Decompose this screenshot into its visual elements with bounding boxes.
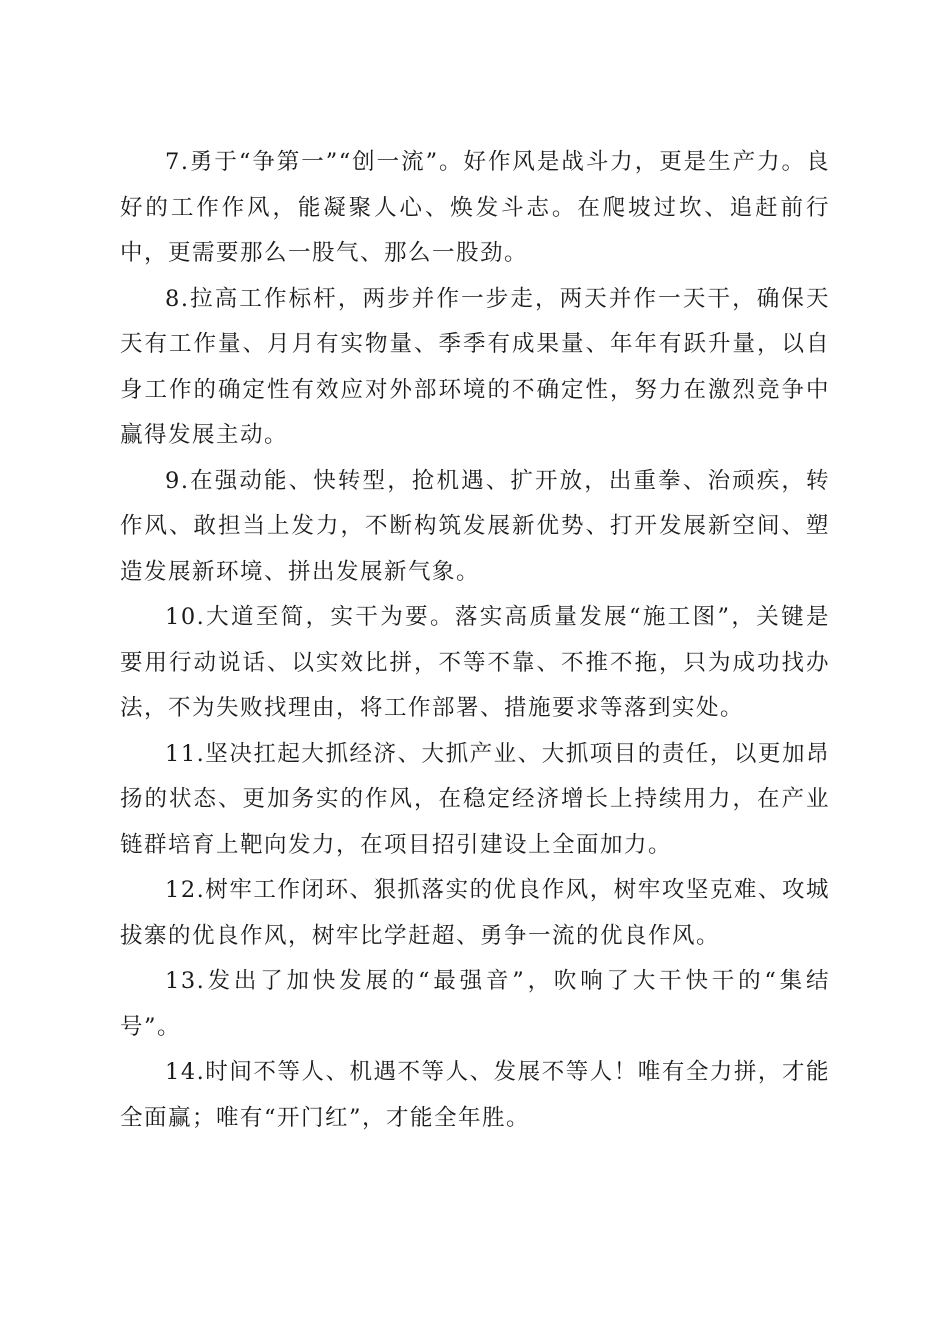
paragraph-7: 7.勇于“争第一”“创一流”。好作风是战斗力，更是生产力。良好的工作作风，能凝聚人心、焕发斗志。在爬坡过坎、追赶前行中，更需要那么一股气、那么一股劲。 — [120, 149, 830, 266]
paragraph-11: 11.坚决扛起大抓经济、大抓产业、大抓项目的责任，以更加昂扬的状态、更加务实的作风，在稳定经济增长上持续用力，在产业链群培育上靶向发力，在项目招引建设上全面加力。 — [120, 740, 830, 858]
paragraph-8: 8.拉高工作标杆，两步并作一步走，两天并作一天干，确保天天有工作量、月月有实物量、季季有成果量、年年有跃升量，以自身工作的确定性有效应对外部环境的不确定性，努力在激烈竞争中赢得发展主动。 — [120, 285, 830, 448]
paragraph-13: 13.发出了加快发展的“最强音”，吹响了大干快干的“集结号”。 — [120, 968, 830, 1040]
paragraph-9: 9.在强动能、快转型，抢机遇、扩开放，出重拳、治顽疾，转作风、敢担当上发力，不断构筑发展新优势、打开发展新空间、塑造发展新环境、拼出发展新气象。 — [120, 467, 830, 585]
paragraph-14: 14.时间不等人、机遇不等人、发展不等人！唯有全力拼，才能全面赢；唯有“开门红”，才能全年胜。 — [120, 1059, 830, 1131]
paragraph-10: 10.大道至简，实干为要。落实高质量发展“施工图”，关键是要用行动说话、以实效比拼，不等不靠、不推不拖，只为成功找办法，不为失败找理由，将工作部署、措施要求等落到实处。 — [120, 604, 830, 721]
paragraph-12: 12.树牢工作闭环、狠抓落实的优良作风，树牢攻坚克难、攻城拔寨的优良作风，树牢比学赶超、勇争一流的优良作风。 — [120, 877, 830, 949]
document-body — [120, 140, 830, 1141]
